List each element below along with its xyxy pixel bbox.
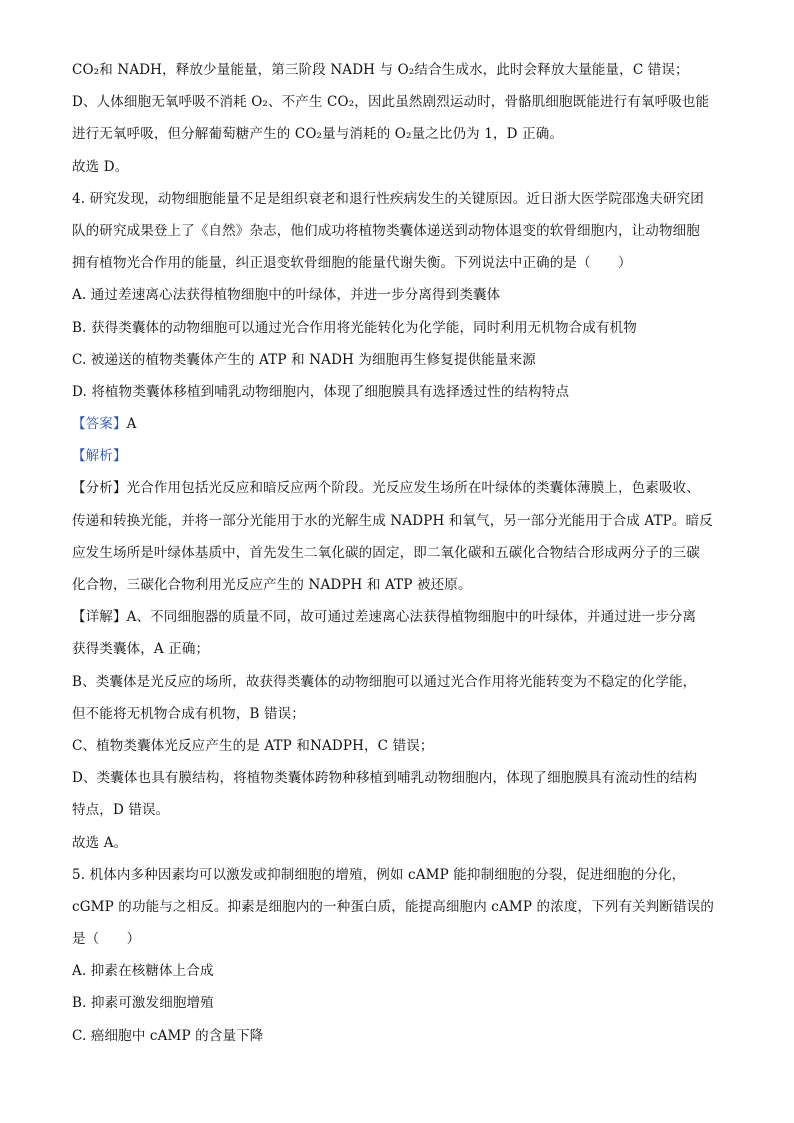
detail-line: B、类囊体是光反应的场所，故获得类囊体的动物细胞可以通过光合作用将光能转变为不稳定的化学能， xyxy=(72,673,697,690)
document-page xyxy=(72,62,724,1060)
analysis-line xyxy=(72,480,724,497)
answer-value: A xyxy=(126,416,137,433)
option-a: A. 通过差速离心法获得植物细胞中的叶绿体，并进一步分离得到类囊体 xyxy=(72,287,501,304)
answer-label: 【答案】 xyxy=(72,416,127,433)
text-line: 进行无氧呼吸，但分解葡萄糖产生的 CO₂量与消耗的 O₂量之比仍为 1，D 正确。 xyxy=(72,126,564,143)
analysis-heading-line xyxy=(72,448,724,465)
analysis-heading: 【解析】 xyxy=(72,448,127,465)
question-5-stem: 是（ ） xyxy=(72,931,141,948)
detail-text: A、不同细胞器的质量不同，故可通过差速离心法获得植物细胞中的叶绿体，并通过进一步分离 xyxy=(126,609,697,626)
question-4-stem: 队的研究成果登上了《自然》杂志，他们成功将植物类囊体递送到动物体退变的软骨细胞内，让动物细胞 xyxy=(72,222,700,239)
question-5-stem: 5. 机体内多种因素均可以激发或抑制细胞的增殖，例如 cAMP 能抑制细胞的分裂，促进细胞的分化， xyxy=(72,866,686,883)
text-line: CO₂和 NADH，释放少量能量，第三阶段 NADH 与 O₂结合生成水，此时会释放大量能量，C 错误； xyxy=(72,62,689,78)
analysis-label: 【分析】 xyxy=(72,480,127,497)
text-line: 故选 D。 xyxy=(72,158,129,175)
detail-line: 获得类囊体，A 正确； xyxy=(72,641,210,658)
detail-conclusion: 故选 A。 xyxy=(72,834,128,851)
analysis-line: 化合物，三碳化合物利用光反应产生的 NADPH 和 ATP 被还原。 xyxy=(72,577,472,593)
option-d: D. 将植物类囊体移植到哺乳动物细胞内，体现了细胞膜具有选择透过性的结构特点 xyxy=(72,383,570,400)
option-a: A. 抑素在核糖体上合成 xyxy=(72,963,214,980)
analysis-line: 传递和转换光能，并将一部分光能用于水的光解生成 NADPH 和氧气，另一部分光能用于合成 ATP。暗反 xyxy=(72,512,713,529)
detail-label: 【详解】 xyxy=(72,609,127,626)
option-b: B. 获得类囊体的动物细胞可以通过光合作用将光能转化为化学能，同时利用无机物合成有机物 xyxy=(72,319,637,336)
question-5-stem: cGMP 的功能与之相反。抑素是细胞内的一种蛋白质，能提高细胞内 cAMP 的浓度，下列有关判断错误的 xyxy=(72,898,714,915)
analysis-line: 应发生场所是叶绿体基质中，首先发生二氧化碳的固定，即二氧化碳和五碳化合物结合形成两分子的三碳 xyxy=(72,544,700,561)
detail-line: D、类囊体也具有膜结构，将植物类囊体跨物种移植到哺乳动物细胞内，体现了细胞膜具有流动性的结构 xyxy=(72,770,698,787)
detail-line: 但不能将无机物合成有机物，B 错误； xyxy=(72,705,305,722)
text-line: D、人体细胞无氧呼吸不消耗 O₂、不产生 CO₂，因此虽然剧烈运动时，骨骼肌细胞既能进行有氧呼吸也能 xyxy=(72,94,710,111)
answer-line xyxy=(72,416,724,433)
option-b: B. 抑素可激发细胞增殖 xyxy=(72,995,214,1012)
analysis-text: 光合作用包括光反应和暗反应两个阶段。光反应发生场所在叶绿体的类囊体薄膜上，色素吸收、 xyxy=(126,480,700,497)
option-c: C. 癌细胞中 cAMP 的含量下降 xyxy=(72,1027,264,1044)
question-4-stem: 拥有植物光合作用的能量，纠正退变软骨细胞的能量代谢失衡。下列说法中正确的是（ ） xyxy=(72,255,632,272)
detail-line xyxy=(72,609,724,626)
option-c: C. 被递送的植物类囊体产生的 ATP 和 NADH 为细胞再生修复提供能量来源 xyxy=(72,351,536,368)
question-4-stem: 4. 研究发现，动物细胞能量不足是组织衰老和退行性疾病发生的关键原因。近日浙大医学院邵逸夫研究团 xyxy=(72,190,704,207)
detail-line: C、植物类囊体光反应产生的是 ATP 和NADPH，C 错误； xyxy=(72,737,434,754)
detail-line: 特点，D 错误。 xyxy=(72,802,170,819)
